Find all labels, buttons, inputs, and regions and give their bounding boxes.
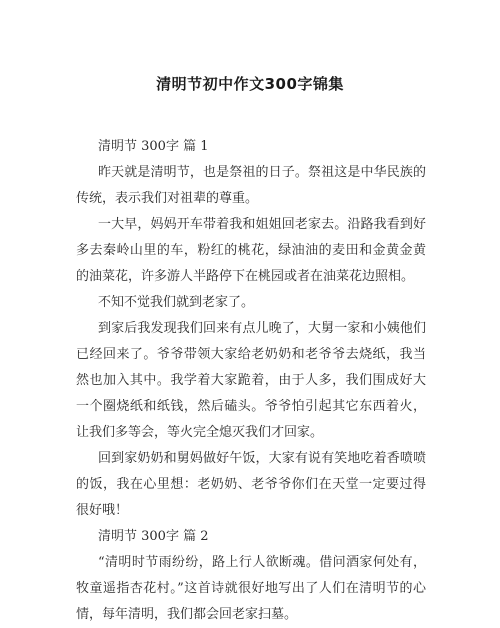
paragraph: 一大早，妈妈开车带着我和姐姐回老家去。沿路我看到好多去秦岭山里的车，粉红的桃花，绿油油的麦田和金黄金黄的油菜花，许多游人半路停下在桃园或者在油菜花边照相。 [76, 217, 426, 284]
section-heading-1: 清明节 300字 篇 1 [98, 139, 209, 154]
paragraph: 不知不觉我们就到老家了。 [98, 295, 255, 310]
paragraph: 昨天就是清明节，也是祭祖的日子。祭祖这是中华民族的传统，表示我们对祖辈的尊重。 [76, 165, 426, 206]
paragraph: 回到家奶奶和舅妈做好午饭，大家有说有笑地吃着香喷喷的饭，我在心里想：老奶奶、老爷爷你们在天堂一定要过得很好哦！ [76, 451, 426, 518]
document-body [76, 134, 426, 628]
document-title: 清明节初中作文300字锦集 [156, 75, 344, 93]
paragraph: “清明时节雨纷纷，路上行人欲断魂。借问酒家何处有，牧童遥指杏花村。”这首诗就很好地写出了人们在清明节的心情，每年清明，我们都会回老家扫墓。 [76, 555, 426, 622]
section-heading-2: 清明节 300字 篇 2 [98, 529, 209, 544]
paragraph: 到家后我发现我们回来有点儿晚了，大舅一家和小姨他们已经回来了。爷爷带领大家给老奶奶和老爷爷去烧纸，我当然也加入其中。我学着大家跪着，由于人多，我们围成好大一个圈烧纸和纸钱，然后磕头。爷爷怕引起其它东西着火，让我们多等会，等火完全熄灭我们才回家。 [76, 321, 426, 440]
